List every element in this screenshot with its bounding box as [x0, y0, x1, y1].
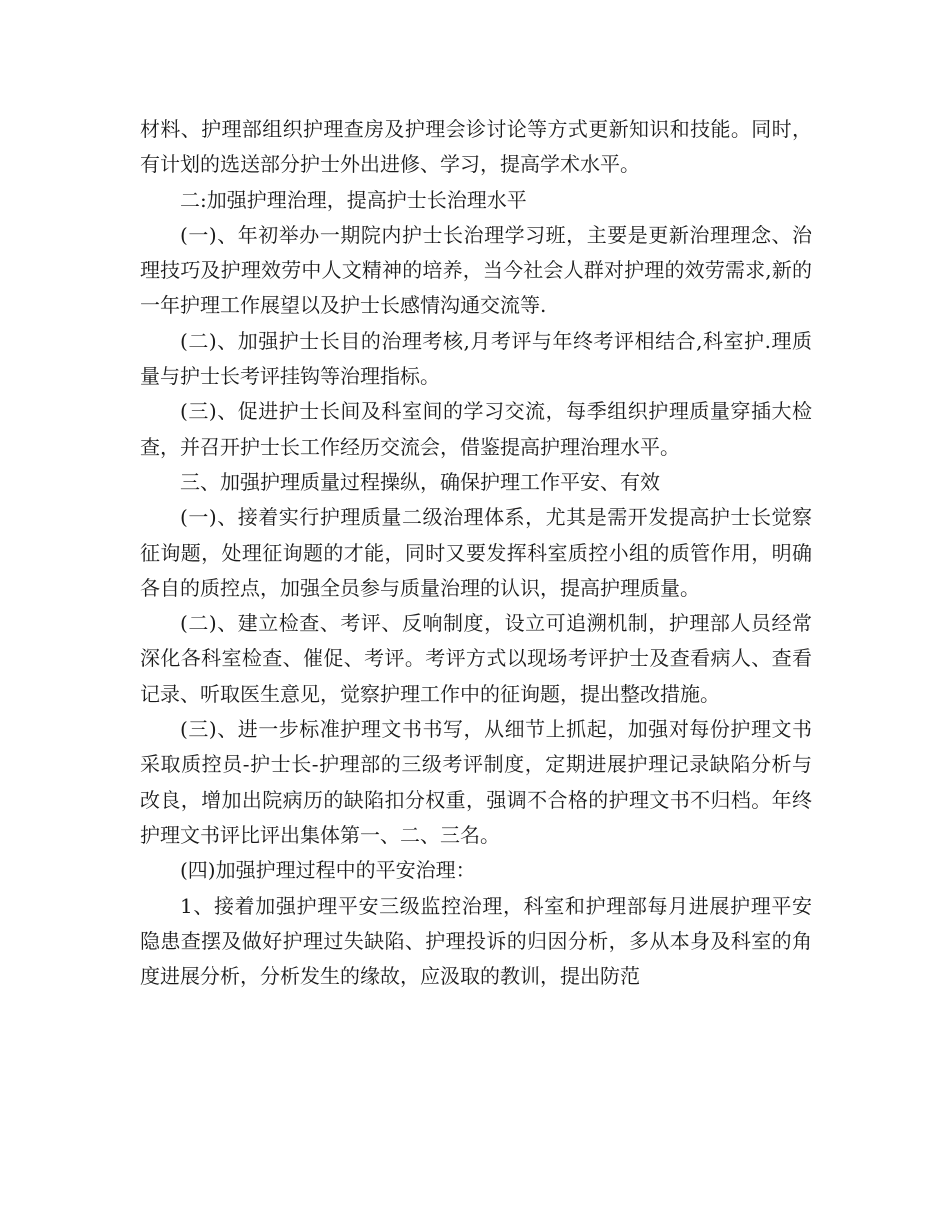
heading-section-3: 三、加强护理质量过程操纵，确保护理工作平安、有效 — [180, 469, 660, 494]
paragraph-3-1: (一)、接着实行护理质量二级治理体系，尤其是需开发提高护士长觉察征询题，处理征询题的才能，同时又要发挥科室质控小组的质管作用，明确各自的质控点，加强全员参与质量治理的认识，提高护理质量。 — [140, 505, 812, 600]
paragraph-1: 材料、护理部组织护理查房及护理会诊讨论等方式更新知识和技能。同时，有计划的选送部分护士外出进修、学习，提高学术水平。 — [140, 117, 812, 177]
paragraph-2-3: (三)、促进护士长间及科室间的学习交流，每季组织护理质量穿插大检查，并召开护士长工作经历交流会，借鉴提高护理治理水平。 — [140, 399, 812, 459]
heading-subsection-3-4: (四)加强护理过程中的平安治理： — [180, 858, 476, 883]
paragraph-2-2: (二)、加强护士长目的治理考核,月考评与年终考评相结合,科室护.理质量与护士长考评挂钩等治理指标。 — [140, 328, 812, 389]
paragraph-3-4-1: 1、接着加强护理平安三级监控治理，科室和护理部每月进展护理平安隐患查摆及做好护理过失缺陷、护理投诉的归因分析，多从本身及科室的角度进展分析，分析发生的缘故，应汲取的教训，提出防范 — [140, 893, 812, 989]
heading-section-2: 二:加强护理治理，提高护士长治理水平 — [180, 187, 527, 212]
paragraph-2-1: (一)、年初举办一期院内护士长治理学习班，主要是更新治理理念、治理技巧及护理效劳中人文精神的培养，当今社会人群对护理的效劳需求,新的一年护理工作展望以及护士长感情沟通交流等. — [140, 222, 812, 318]
document-body — [140, 112, 812, 994]
paragraph-3-3: (三)、进一步标准护理文书书写，从细节上抓起，加强对每份护理文书采取质控员-护士长-护理部的三级考评制度，定期进展护理记录缺陷分析与改良，增加出院病历的缺陷扣分权重，强调不合格的护理文书不归档。年终护理文书评比评出集体第一、二、三名。 — [140, 717, 812, 847]
paragraph-3-2: (二)、建立检查、考评、反响制度，设立可追溯机制，护理部人员经常深化各科室检查、催促、考评。考评方式以现场考评护士及查看病人、查看记录、听取医生意见，觉察护理工作中的征询题，提出整改措施。 — [140, 611, 812, 706]
